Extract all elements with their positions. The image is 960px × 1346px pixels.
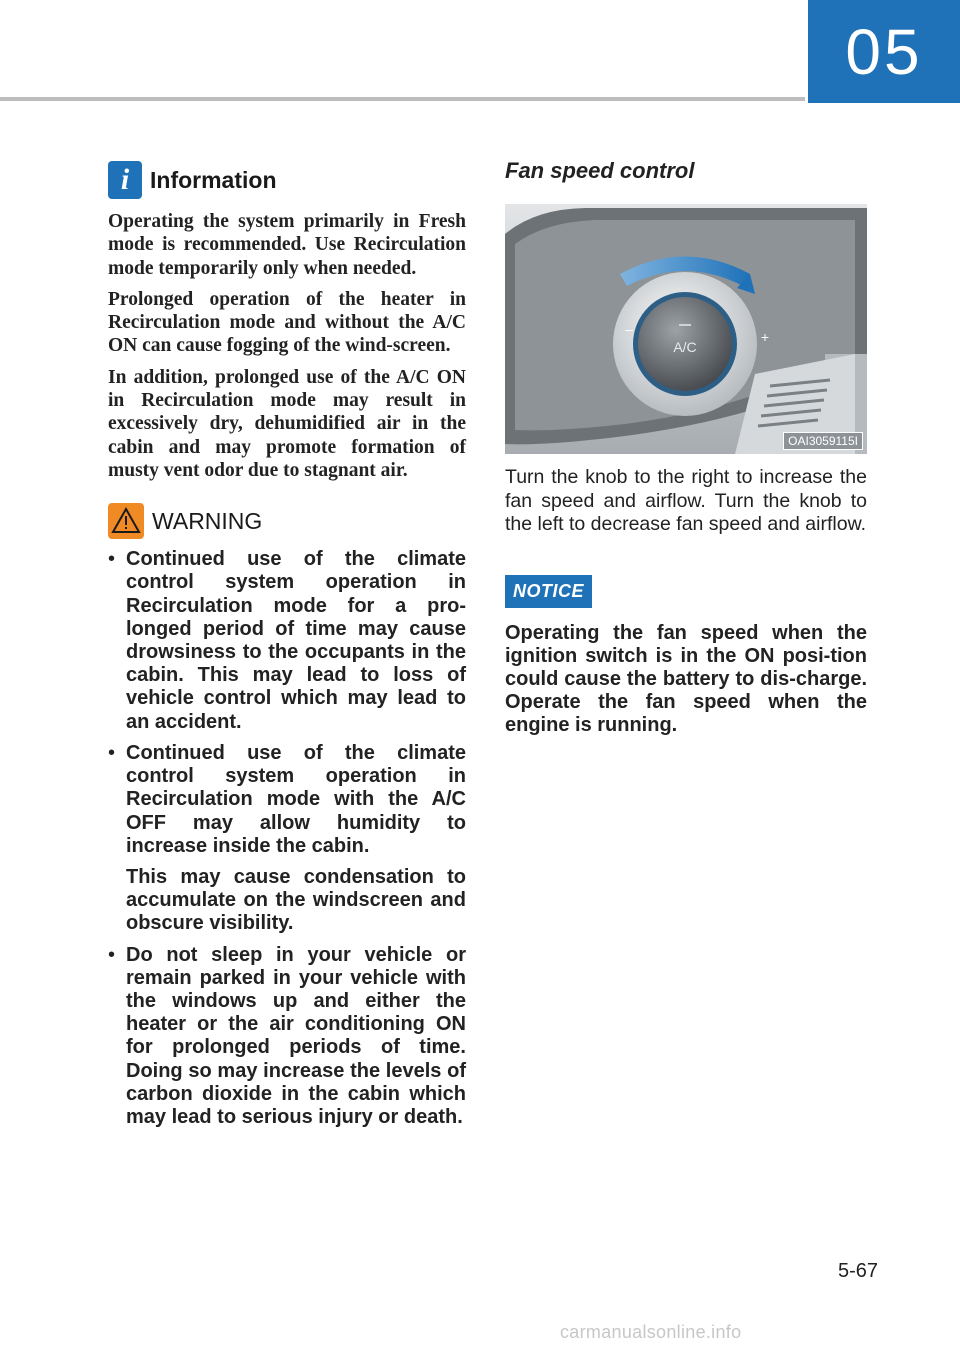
bullet: • xyxy=(108,741,116,764)
warning-item-subtext: This may cause condensation to accumulate on the windscreen and obscure visibility. xyxy=(126,865,466,935)
warning-item xyxy=(108,548,466,734)
information-paragraph: Operating the system primarily in Fresh mode is recommended. Use Recirculation mode temporarily only when needed. xyxy=(108,211,466,279)
information-paragraph: Prolonged operation of the heater in Recirculation mode and without the A/C ON can cause fogging of the wind-screen. xyxy=(108,288,466,357)
bullet: • xyxy=(108,548,116,571)
warning-triangle-icon xyxy=(108,503,144,539)
warning-item-text: Do not sleep in your vehicle or remain parked in your vehicle with the windows up and either the heater or the air conditioning ON for prolonged periods of time. Doing so may increase the levels of carbon dioxide in the cabin which may lead to serious injury or death. xyxy=(126,943,466,1128)
knob-label: A/C xyxy=(673,339,697,355)
information-icon: i xyxy=(108,161,142,199)
fan-knob-illustration xyxy=(505,204,867,454)
minus-mark: – xyxy=(625,321,633,337)
figure-code: OAI3059115I xyxy=(783,432,863,450)
warning-item xyxy=(108,944,466,1130)
warning-item-text: Continued use of the climate control system operation in Recirculation mode with the A/C OFF may allow humidity to increase inside the cabin. xyxy=(126,741,466,857)
warning-list xyxy=(108,548,466,1129)
page-number: 5-67 xyxy=(838,1260,879,1282)
right-column xyxy=(505,158,867,738)
notice-label: NOTICE xyxy=(505,575,592,608)
information-header xyxy=(108,160,466,200)
information-title: Information xyxy=(150,166,277,193)
plus-mark: + xyxy=(760,329,770,345)
chapter-number: 05 xyxy=(845,15,923,88)
notice-text: Operating the fan speed when the ignition switch is in the ON posi-tion could cause the battery to dis-charge. Operate the fan speed when the engine is running. xyxy=(505,621,867,737)
information-paragraph: In addition, prolonged use of the A/C ON in Recirculation mode may result in excessively dry, dehumidified air in the cabin and may promote formation of musty vent odor due to stagnant air. xyxy=(108,366,466,481)
fan-speed-description: Turn the knob to the right to increase the fan speed and airflow. Turn the knob to the left to decrease fan speed and airflow. xyxy=(505,466,867,535)
left-column xyxy=(108,160,466,1137)
watermark: carmanualsonline.info xyxy=(560,1322,742,1342)
bullet: • xyxy=(108,943,116,966)
chapter-tab xyxy=(808,0,960,103)
header-rule xyxy=(0,97,805,101)
warning-item-text: Continued use of the climate control system operation in Recirculation mode for a pro-longed period of time may cause drowsiness to the occupants in the cabin. This may lead to loss of vehicle control which may lead to an accident. xyxy=(126,548,466,733)
warning-header xyxy=(108,502,466,540)
section-title: Fan speed control xyxy=(505,158,695,183)
warning-title: WARNING xyxy=(152,507,263,534)
fan-knob-figure xyxy=(505,204,867,454)
warning-item xyxy=(108,742,466,936)
